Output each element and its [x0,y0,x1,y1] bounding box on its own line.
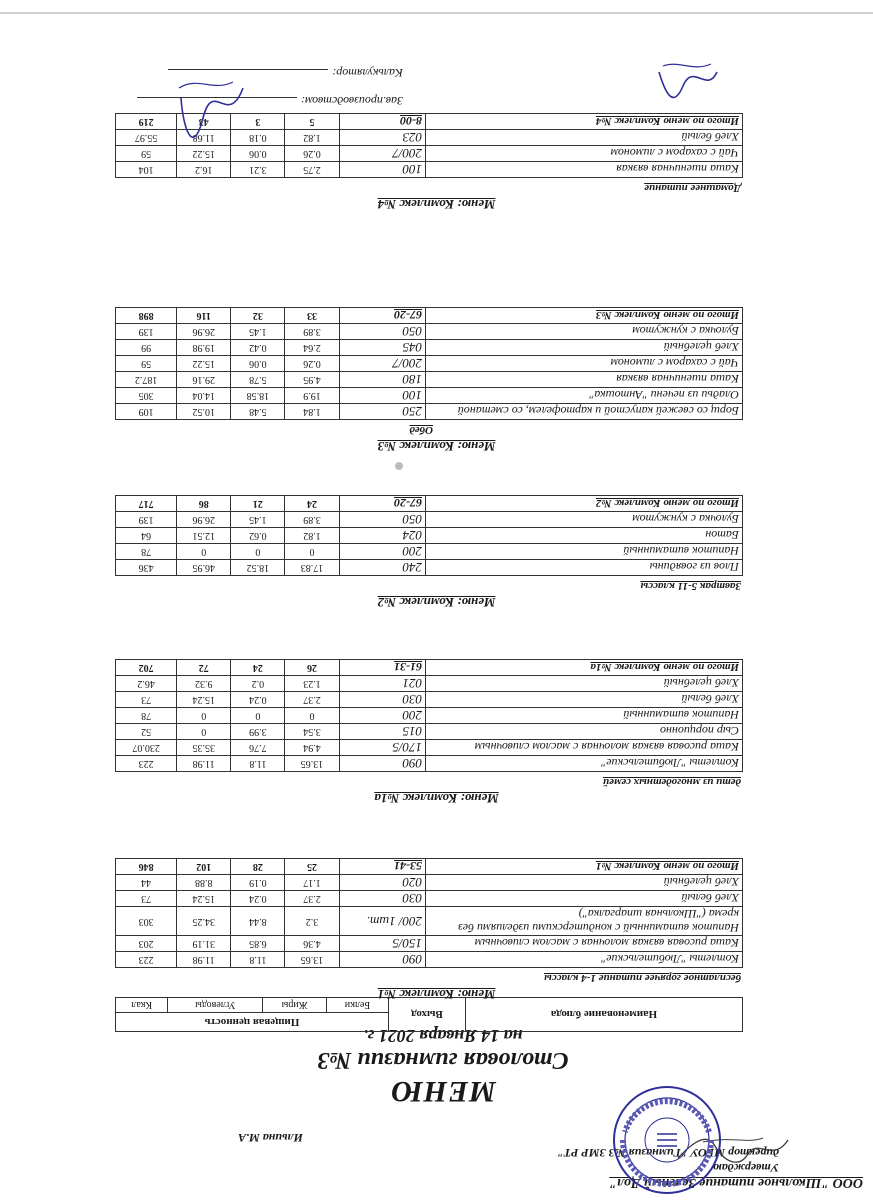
carbs-value: 11.68 [177,130,231,146]
dish-output: 015 [339,724,425,740]
total-row [116,496,743,512]
table-row [116,340,743,356]
column-fat: Жиры [263,998,327,1013]
fat-value: 24 [231,660,285,676]
menu-table [115,307,743,420]
fat-value: 0.42 [231,340,285,356]
carbs-value: 0 [177,708,231,724]
kcal-value: 230.07 [116,740,177,756]
dish-name: Итого по меню Комплекс №1 [426,859,743,875]
kcal-value: 717 [116,496,177,512]
kcal-value: 64 [116,528,177,544]
carbs-value: 34.25 [177,907,231,936]
section-title: Меню: Комплекс №3 [377,439,496,454]
protein-value: 2.75 [285,162,339,178]
dish-output: 250 [339,404,425,420]
fat-value: 18.58 [231,388,285,404]
table-row [116,952,743,968]
dish-name: Котлеты "Любительские" [426,952,743,968]
approval-label: Утверждаю [712,1161,779,1175]
fat-value: 0.2 [231,676,285,692]
menu-title-block [143,1025,743,1108]
table-row [116,372,743,388]
dish-name: Хлеб белый [426,891,743,907]
section-subtitle: Завтрак 5-11 классы [640,580,741,592]
section-subtitle: дети из многодетных семей [603,776,741,788]
dish-output: 050 [339,512,425,528]
protein-value: 4.95 [285,372,339,388]
kcal-value: 44 [116,875,177,891]
kcal-value: 78 [116,544,177,560]
fat-value: 0.19 [231,875,285,891]
table-row [116,907,743,936]
fat-value: 21 [231,496,285,512]
dish-name: Напиток витаминный [426,708,743,724]
section-subtitle: Домашнее питание [644,182,741,194]
total-row [116,660,743,676]
director-name: Ильина М.А [238,1131,303,1145]
organization-name: ООО "Школьное питание Зеленый Дол" [609,1175,863,1190]
dish-output: 240 [339,560,425,576]
carbs-value: 43 [177,114,231,130]
column-protein: Белки [326,998,388,1013]
production-manager-label: Зав.производством: [300,94,403,108]
protein-value: 0.26 [285,146,339,162]
table-row [116,528,743,544]
dish-name: Каша пшеничная вязкая [426,162,743,178]
table-row [116,404,743,420]
protein-value: 1.17 [285,875,339,891]
fat-value: 11.8 [231,952,285,968]
kcal-value: 73 [116,692,177,708]
protein-value: 25 [285,859,339,875]
fat-value: 7.76 [231,740,285,756]
table-row [116,162,743,178]
protein-value: 2.64 [285,340,339,356]
fat-value: 3.21 [231,162,285,178]
dish-output: 180 [339,372,425,388]
protein-value: 33 [285,308,339,324]
dish-output: 150/5 [339,936,425,952]
dish-output: 61-31 [339,660,425,676]
dish-name: Чай с сахаром с лимоном [426,356,743,372]
dish-name: Плов из говядины [426,560,743,576]
calculator-signature [173,68,253,148]
carbs-value: 29.16 [177,372,231,388]
carbs-value: 46.95 [177,560,231,576]
column-carbs: Углеводы [168,998,263,1013]
fat-value: 0.18 [231,130,285,146]
fat-value: 0 [231,708,285,724]
dish-output: 200 [339,708,425,724]
carbs-value: 26.96 [177,324,231,340]
column-nutrition: Пищевая ценность [116,1013,389,1032]
kcal-value: 203 [116,936,177,952]
kcal-value: 55.97 [116,130,177,146]
dish-name: Хлеб целебный [426,875,743,891]
table-row [116,724,743,740]
protein-value: 13.65 [285,952,339,968]
menu-title: МЕНЮ [390,1075,496,1108]
menu-table [115,858,743,968]
fat-value: 0.06 [231,356,285,372]
table-row [116,756,743,772]
protein-value: 2.37 [285,692,339,708]
column-dish-name: Наименование блюда [466,998,743,1032]
carbs-value: 116 [177,308,231,324]
total-row [116,859,743,875]
dish-name: Итого по меню Комплекс №3 [426,308,743,324]
dish-output: 170/5 [339,740,425,756]
kcal-value: 219 [116,114,177,130]
carbs-value: 11.98 [177,952,231,968]
protein-value: 5 [285,114,339,130]
table-row [116,936,743,952]
carbs-value: 15.24 [177,891,231,907]
carbs-value: 15.22 [177,356,231,372]
protein-value: 4.94 [285,740,339,756]
section-subtitle: Обед [409,424,433,436]
fat-value: 1.45 [231,324,285,340]
kcal-value: 846 [116,859,177,875]
carbs-value: 12.51 [177,528,231,544]
section-title: Меню: Комплекс №1 [377,987,496,1002]
fat-value: 5.48 [231,404,285,420]
kcal-value: 223 [116,952,177,968]
protein-value: 0.26 [285,356,339,372]
section-title: Меню: Комплекс №4 [377,197,496,212]
calculator-label: Калькулятор: [332,66,403,80]
fat-value: 0.24 [231,891,285,907]
table-row [116,676,743,692]
section-title: Меню: Комплекс №1а [374,791,499,806]
section-subtitle: бесплатное горячее питание 1-4 классы [544,972,741,984]
dish-output: 200/ 1шт. [339,907,425,936]
carbs-value: 102 [177,859,231,875]
paper-stain [395,462,403,470]
dish-output: 200 [339,544,425,560]
dish-name: Хлеб целебный [426,676,743,692]
carbs-value: 0 [177,544,231,560]
carbs-value: 16.2 [177,162,231,178]
kcal-value: 702 [116,660,177,676]
protein-value: 1.23 [285,676,339,692]
menu-table [115,659,743,772]
kcal-value: 78 [116,708,177,724]
dish-name: Напиток витаминный с кондитерскими изделиями без крема ("Школьная шпаргалка") [426,907,743,936]
scan-edge-line [0,12,873,14]
fat-value: 11.8 [231,756,285,772]
dish-output: 53-41 [339,859,425,875]
dish-name: Напиток витаминный [426,544,743,560]
table-row [116,544,743,560]
dish-name: Хлеб белый [426,130,743,146]
protein-value: 0 [285,708,339,724]
kcal-value: 46.2 [116,676,177,692]
fat-value: 8.44 [231,907,285,936]
dish-output: 67-20 [339,308,425,324]
fat-value: 0.62 [231,528,285,544]
dish-output: 200/7 [339,146,425,162]
dish-name: Булочка с кунжутом [426,512,743,528]
fat-value: 1.45 [231,512,285,528]
dish-output: 67-20 [339,496,425,512]
carbs-value: 35.35 [177,740,231,756]
dish-output: 090 [339,952,425,968]
canteen-name: Столовая гимназии №3 [317,1047,569,1073]
dish-name: Хлеб целебный [426,340,743,356]
kcal-value: 305 [116,388,177,404]
table-row [116,891,743,907]
dish-output: 021 [339,676,425,692]
total-row [116,308,743,324]
dish-output: 8-00 [339,114,425,130]
kcal-value: 109 [116,404,177,420]
carbs-value: 14.04 [177,388,231,404]
kcal-value: 59 [116,146,177,162]
dish-output: 030 [339,891,425,907]
kcal-value: 139 [116,512,177,528]
dish-name: Сыр порционно [426,724,743,740]
kcal-value: 303 [116,907,177,936]
protein-value: 3.89 [285,324,339,340]
fat-value: 3 [231,114,285,130]
kcal-value: 104 [116,162,177,178]
protein-value: 3.54 [285,724,339,740]
fat-value: 5.78 [231,372,285,388]
dish-name: Хлеб белый [426,692,743,708]
dish-name: Котлеты "Любительские" [426,756,743,772]
menu-date: на 14 Января 2021 г. [363,1026,523,1046]
fat-value: 0.24 [231,692,285,708]
carbs-value: 15.22 [177,146,231,162]
carbs-value: 19.98 [177,340,231,356]
table-row [116,560,743,576]
carbs-value: 72 [177,660,231,676]
dish-name: Булочка с кунжутом [426,324,743,340]
kcal-value: 436 [116,560,177,576]
dish-output: 045 [339,340,425,356]
fat-value: 0 [231,544,285,560]
column-output: Выход [389,998,466,1032]
section-title: Меню: Комплекс №2 [377,595,496,610]
protein-value: 4.36 [285,936,339,952]
dish-output: 023 [339,130,425,146]
menu-table [115,495,743,576]
table-row [116,388,743,404]
kcal-value: 59 [116,356,177,372]
protein-value: 3.2 [285,907,339,936]
protein-value: 13.65 [285,756,339,772]
dish-output: 050 [339,324,425,340]
carbs-value: 15.24 [177,692,231,708]
protein-value: 1.82 [285,130,339,146]
dish-name: Итого по меню Комплекс №4 [426,114,743,130]
protein-value: 2.37 [285,891,339,907]
protein-value: 1.82 [285,528,339,544]
table-row [116,692,743,708]
dish-name: Батон [426,528,743,544]
table-row [116,708,743,724]
kcal-value: 73 [116,891,177,907]
protein-value: 24 [285,496,339,512]
dish-output: 024 [339,528,425,544]
dish-output: 100 [339,162,425,178]
dish-name: Каша пшеничная вязкая [426,372,743,388]
fat-value: 32 [231,308,285,324]
column-header-table [115,997,743,1032]
dish-output: 100 [339,388,425,404]
kcal-value: 187.2 [116,372,177,388]
dish-output: 020 [339,875,425,891]
dish-name: Итого по меню Комплекс №1а [426,660,743,676]
dish-name: Каша рисовая вязкая молочная с маслом сливочным [426,936,743,952]
table-row [116,875,743,891]
carbs-value: 26.96 [177,512,231,528]
carbs-value: 10.52 [177,404,231,420]
carbs-value: 8.88 [177,875,231,891]
kcal-value: 139 [116,324,177,340]
fat-value: 0.06 [231,146,285,162]
dish-output: 200/7 [339,356,425,372]
fat-value: 6.85 [231,936,285,952]
protein-value: 0 [285,544,339,560]
fat-value: 3.99 [231,724,285,740]
director-title: директор МБОУ "Гимназия №3 ЗМР РТ" [557,1146,779,1160]
dish-name: Чай с сахаром с лимоном [426,146,743,162]
carbs-value: 11.98 [177,756,231,772]
production-signature [653,56,723,102]
fat-value: 18.52 [231,560,285,576]
carbs-value: 9.32 [177,676,231,692]
protein-value: 17.83 [285,560,339,576]
kcal-value: 52 [116,724,177,740]
table-row [116,356,743,372]
column-kcal: Ккал [116,998,168,1013]
fat-value: 28 [231,859,285,875]
kcal-value: 99 [116,340,177,356]
table-row [116,740,743,756]
dish-output: 030 [339,692,425,708]
dish-output: 090 [339,756,425,772]
dish-name: Каша рисовая вязкая молочная с маслом сливочным [426,740,743,756]
carbs-value: 0 [177,724,231,740]
protein-value: 19.9 [285,388,339,404]
dish-name: Итого по меню Комплекс №2 [426,496,743,512]
protein-value: 3.89 [285,512,339,528]
dish-name: Оладьи из печени "Антошка" [426,388,743,404]
kcal-value: 223 [116,756,177,772]
protein-value: 26 [285,660,339,676]
table-row [116,512,743,528]
kcal-value: 898 [116,308,177,324]
table-row [116,324,743,340]
dish-name: Борщ со свежей капустой и картофелем, со сметаной [426,404,743,420]
carbs-value: 31.19 [177,936,231,952]
protein-value: 1.84 [285,404,339,420]
carbs-value: 86 [177,496,231,512]
